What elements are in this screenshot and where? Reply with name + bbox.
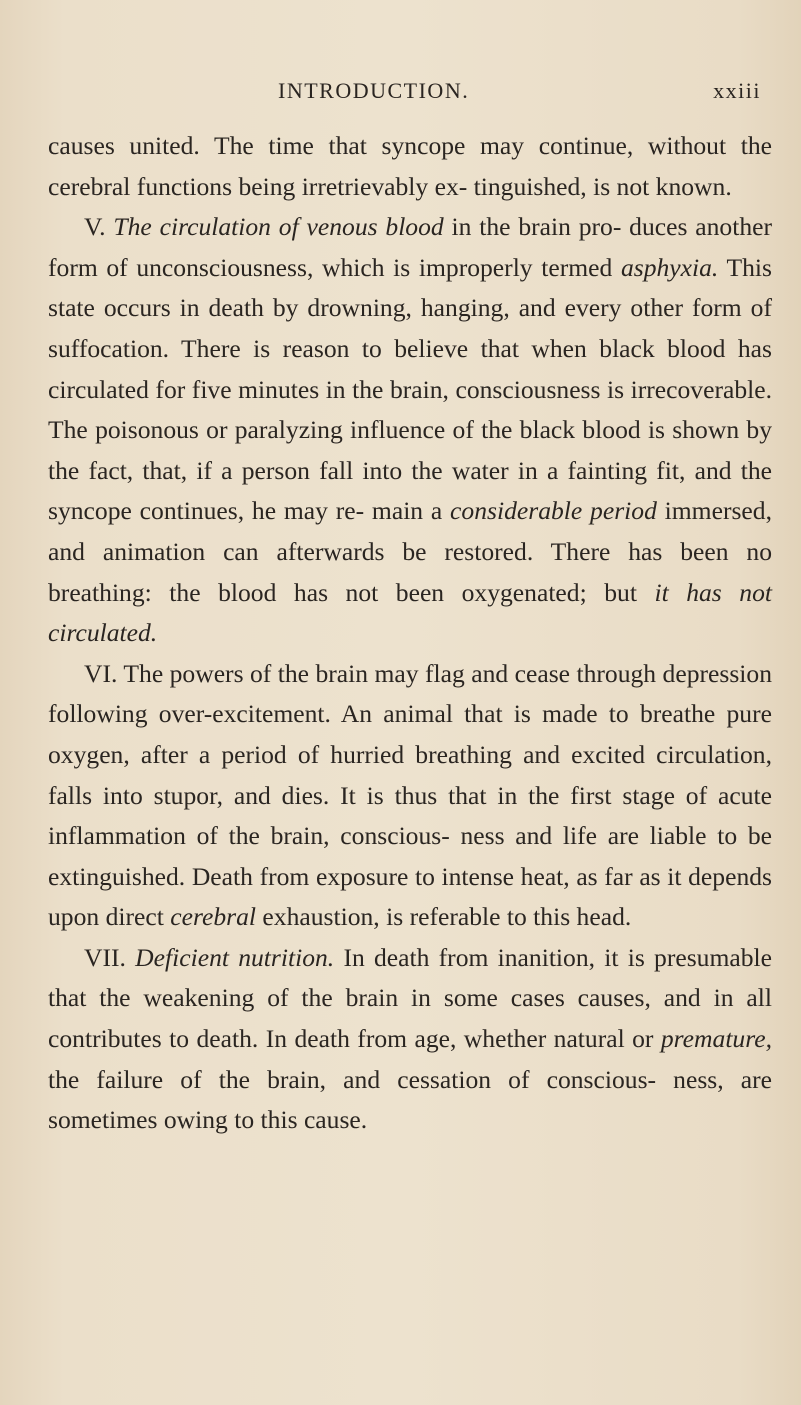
page-number: xxiii (713, 78, 761, 103)
italic-segment: considerable period (450, 496, 657, 526)
paragraph-1 (48, 126, 772, 207)
text-segment: In death from inanition, it is presumable that the weakening of the brain in some cases causes, and in all contributes to death. In death from age, whether natural or (48, 942, 772, 1054)
paragraph-2 (48, 207, 772, 654)
text-segment: VI. The powers of the brain may flag and cease through depression following over-excitement. An animal that is made to breathe pure oxygen, after a period of hurried breathing and excited circulation, falls into stupor, and dies. It is thus that in the first stage of acute inflammation of the brain, conscious- ness and life are liable to be extinguished. Death from exposure to intense heat, as far as it depends upon direct (48, 658, 772, 932)
running-head (278, 78, 771, 108)
text-segment: exhaustion, is referable to this head. (256, 902, 632, 932)
text-segment: in the brain pro- duces another form of unconsciousness, which is improperly termed (48, 212, 773, 282)
italic-segment: asphyxia. (620, 252, 719, 282)
text-segment: V. (84, 212, 114, 242)
chapter-title: INTRODUCTION. (278, 78, 470, 103)
text-segment: the failure of the brain, and cessation of conscious- ness, are sometimes owing to this cause. (48, 1064, 772, 1135)
italic-segment: premature, (660, 1024, 772, 1054)
text-segment: VII. (84, 942, 136, 972)
italic-segment: cerebral (170, 902, 257, 932)
paragraph-4 (48, 938, 772, 1141)
body-text (48, 126, 772, 1141)
italic-segment: The circulation of venous blood (113, 212, 444, 242)
text-segment: This state occurs in death by drowning, hanging, and every other form of suffocation. There is reason to believe that when black blood has circulated for five minutes in the brain, consciousness is irrecoverable. The poisonous or paralyzing influence of the black blood is shown by the fact, that, if a person fall into the water in a fainting fit, and the syncope continues, he may re- main a (48, 252, 773, 526)
text-segment: immersed, and animation can afterwards be restored. There has been no breathing: the blood has not been oxygenated; but (48, 496, 772, 607)
italic-segment: it has not circulated. (48, 577, 773, 648)
paragraph-3 (48, 654, 772, 938)
text-segment: causes united. The time that syncope may continue, without the cerebral functions being irretrievably ex- tinguished, is not known. (48, 131, 772, 201)
italic-segment: Deficient nutrition. (135, 942, 335, 972)
